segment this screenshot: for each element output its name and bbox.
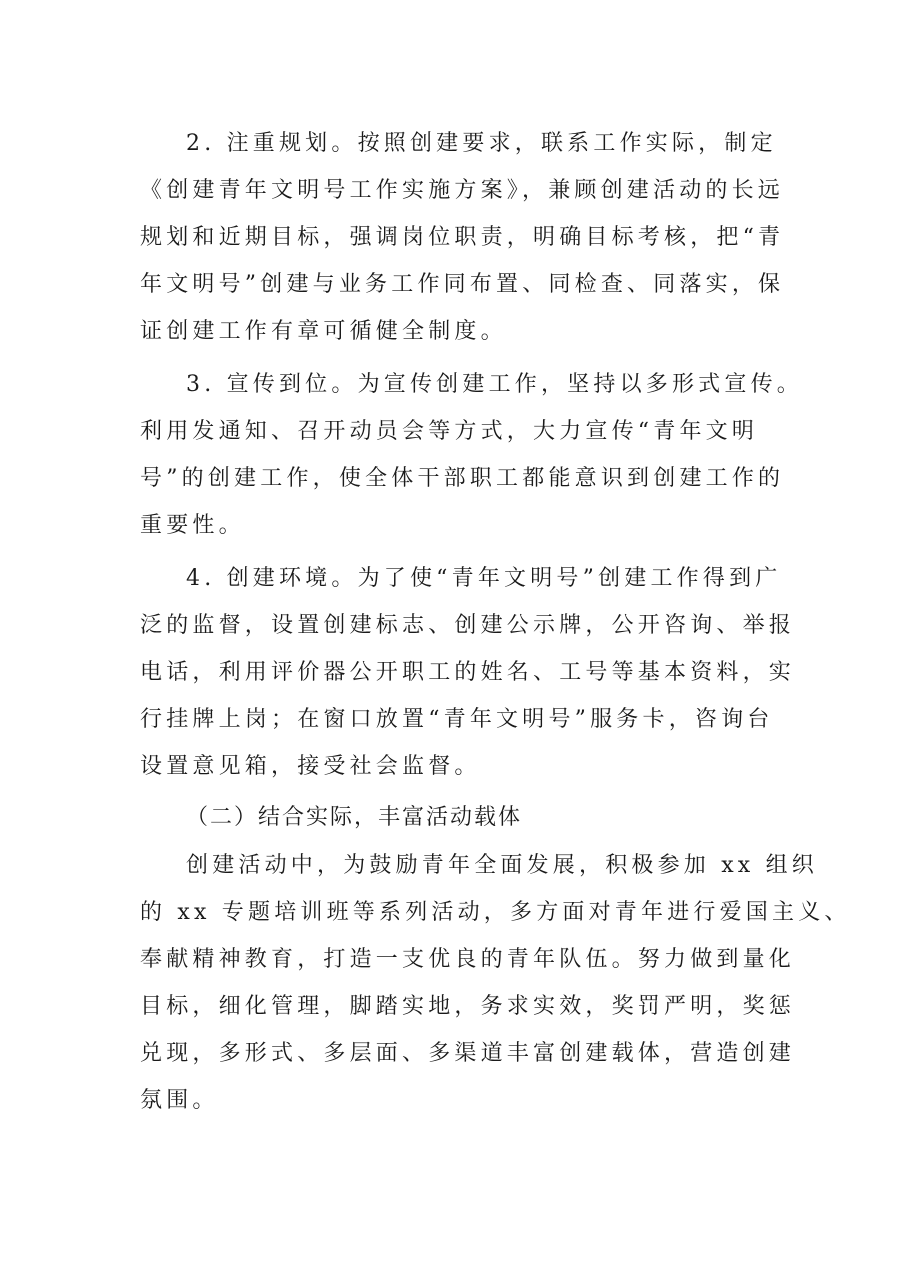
paragraph-5-line: 氛围。 — [140, 1088, 219, 1113]
paragraph-5-line: 奉献精神教育，打造一支优良的青年队伍。努力做到量化 — [140, 947, 796, 972]
paragraph-5-first-line: 创建活动中，为鼓励青年全面发展，积极参加 xx 组织 — [186, 853, 819, 878]
paragraph-4-line: 电话，利用评价器公开职工的姓名、工号等基本资料，实 — [140, 660, 796, 685]
paragraph-3-line: 号”的创建工作，使全体干部职工都能意识到创建工作的 — [140, 466, 785, 491]
paragraph-4-line: 设置意见箱，接受社会监督。 — [140, 754, 481, 779]
paragraph-2-line: 证创建工作有章可循健全制度。 — [140, 319, 507, 344]
paragraph-5-line: 兑现，多形式、多层面、多渠道丰富创建载体，营造创建 — [140, 1041, 796, 1066]
paragraph-3-line: 重要性。 — [140, 513, 245, 538]
paragraph-5-line: 目标，细化管理，脚踏实地，务求实效，奖罚严明，奖惩 — [140, 994, 796, 1019]
paragraph-2-line: 年文明号”创建与业务工作同布置、同检查、同落实，保 — [140, 272, 785, 297]
paragraph-4-heading-line: 4. 创建环境。为了使“青年文明号”创建工作得到广 — [186, 566, 782, 591]
paragraph-5-line: 的 xx 专题培训班等系列活动，多方面对青年进行爱国主义、 — [140, 900, 851, 925]
paragraph-2-line: 规划和近期目标，强调岗位职责，明确目标考核，把“青 — [140, 225, 785, 250]
paragraph-3-heading-line: 3. 宣传到位。为宣传创建工作，坚持以多形式宣传。 — [186, 372, 803, 397]
paragraph-4-line: 行挂牌上岗；在窗口放置“青年文明号”服务卡，咨询台 — [140, 707, 774, 732]
section-heading: （二）结合实际，丰富活动载体 — [186, 805, 523, 830]
paragraph-2-line: 《创建青年文明号工作实施方案》，兼顾创建活动的长远 — [140, 178, 785, 203]
paragraph-2-heading-line: 2. 注重规划。按照创建要求，联系工作实际，制定 — [186, 131, 777, 156]
paragraph-4-line: 泛的监督，设置创建标志、创建公示牌，公开咨询、举报 — [140, 613, 796, 638]
paragraph-3-line: 利用发通知、召开动员会等方式，大力宣传“青年文明 — [140, 419, 759, 444]
